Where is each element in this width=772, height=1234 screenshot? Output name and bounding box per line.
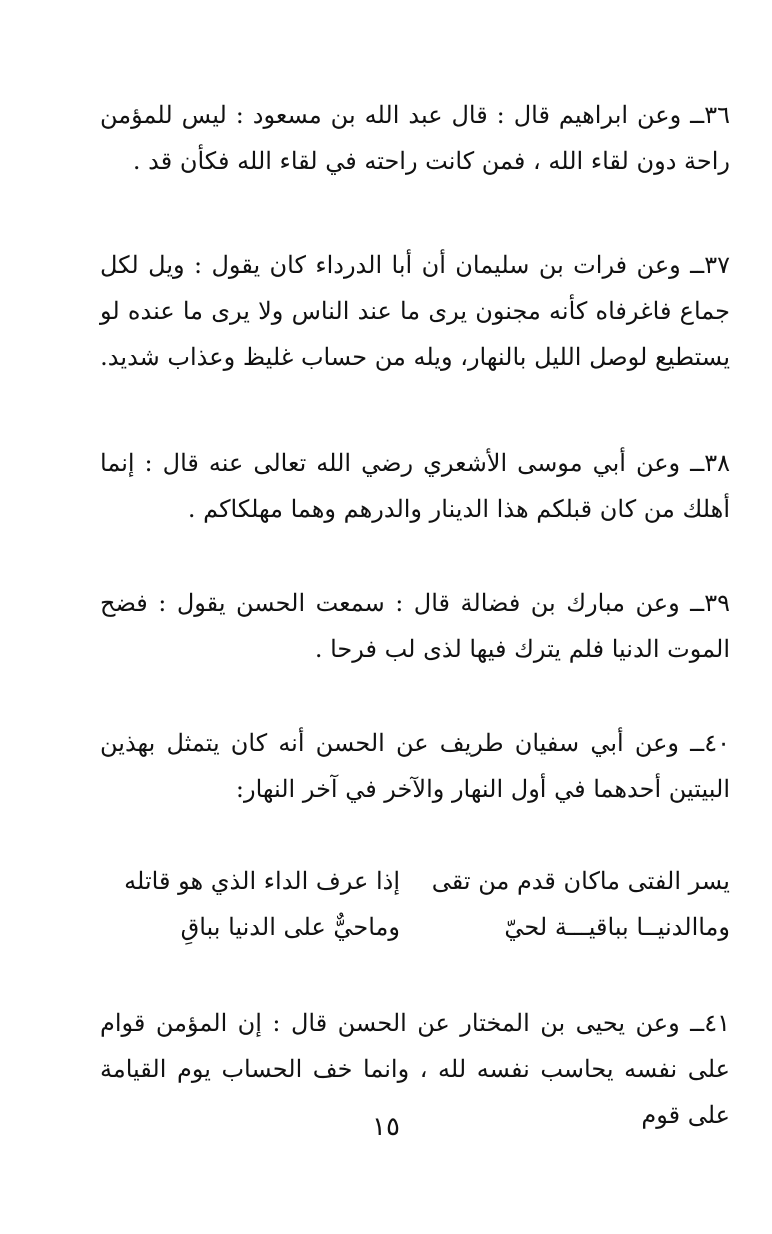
paragraph-40: ٤٠ــ وعن أبي سفيان طريف عن الحسن أنه كان يتمثل بهذين البيتين أحدهما في أول النهار والآخر في آخر النهار: bbox=[100, 729, 730, 803]
paragraph-36: ٣٦ــ وعن ابراهيم قال : قال عبد الله بن مسعود : ليس للمؤمن راحة دون لقاء الله ، فمن كانت راحته في لقاء الله فكأن قد . bbox=[100, 101, 730, 175]
paragraph-41: ٤١ــ وعن يحيى بن المختار عن الحسن قال : إن المؤمن قوام على نفسه يحاسب نفسه لله ، وانما خف الحساب يوم القيامة على قوم bbox=[100, 1009, 730, 1129]
poem bbox=[100, 858, 730, 950]
paragraph-38: ٣٨ــ وعن أبي موسى الأشعري رضي الله تعالى عنه قال : إنما أهلك من كان قبلكم هذا الدينار والدرهم وهما مهلكاكم . bbox=[100, 449, 730, 523]
page-number: ١٥ bbox=[372, 1112, 400, 1142]
poem-hemistich: يسر الفتى ماكان قدم من تقى bbox=[431, 867, 730, 895]
paragraph-39: ٣٩ــ وعن مبارك بن فضالة قال : سمعت الحسن يقول : فضح الموت الدنيا فلم يترك فيها لذى لب فرحا . bbox=[100, 589, 730, 663]
poem-verse bbox=[100, 904, 730, 950]
poem-hemistich: وماحيٌّ على الدنيا بباقِ bbox=[180, 913, 400, 941]
poem-hemistich: وماالدنيــا بباقيـــة لحيّ bbox=[504, 913, 730, 941]
poem-hemistich: إذا عرف الداء الذي هو قاتله bbox=[124, 867, 400, 895]
paragraph-37: ٣٧ــ وعن فرات بن سليمان أن أبا الدرداء كان يقول : ويل لكل جماع فاغرفاه كأنه مجنون يرى ما عند الناس ولا يرى ما عنده لو يستطيع لوصل الليل بالنهار، ويله من حساب غليظ وعذاب شديد. bbox=[100, 251, 730, 371]
poem-verse bbox=[100, 858, 730, 904]
